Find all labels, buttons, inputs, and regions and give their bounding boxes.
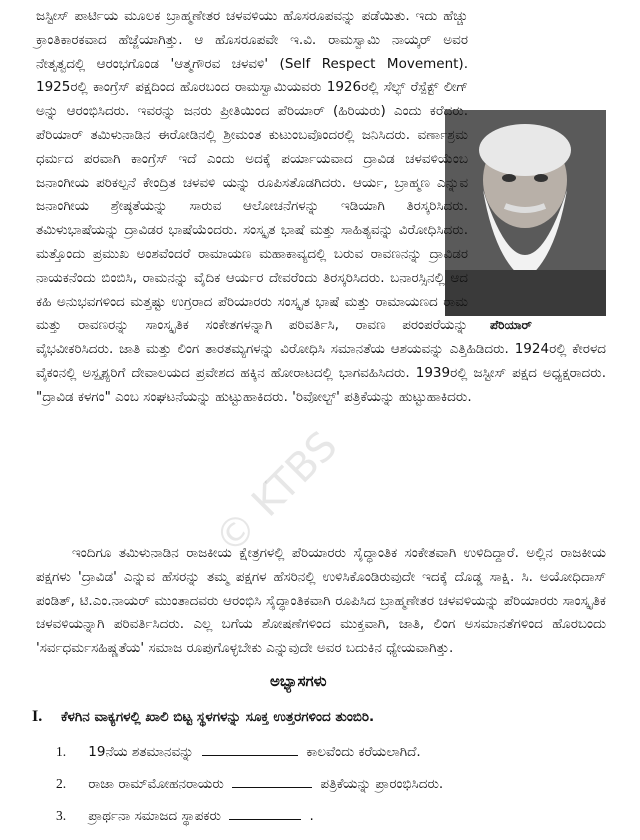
photo-wrap-spacer (478, 5, 606, 317)
fill-in-list (56, 740, 443, 836)
list-item (56, 804, 443, 836)
item-text-after: . (309, 808, 314, 824)
photo-caption: ಪೆರಿಯಾರ್ (490, 318, 532, 332)
item-number: 3. (56, 808, 67, 823)
item-text-before: 19ನೆಯ ಶತಮಾನವನ್ನು (88, 744, 194, 760)
item-number: 1. (56, 744, 67, 759)
answer-blank[interactable] (232, 787, 312, 788)
item-number: 2. (56, 776, 67, 791)
answer-blank[interactable] (202, 755, 298, 756)
question-text: ಕೆಳಗಿನ ವಾಕ್ಯಗಳಲ್ಲಿ ಖಾಲಿ ಬಿಟ್ಟ ಸ್ಥಳಗಳನ್ನು ಸೂಕ್ತ ಉತ್ತರಗಳಿಂದ ತುಂಬಿರಿ. (60, 709, 375, 725)
exercises-heading: ಅಭ್ಯಾಸಗಳು (270, 672, 327, 690)
paragraph-1-text: ಜಸ್ಟೀಸ್ ಪಾರ್ಟಿಯ ಮೂಲಕ ಬ್ರಾಹ್ಮಣೇತರ ಚಳವಳಿಯು ಹೊಸರೂಪವನ್ನು ಪಡೆಯಿತು. ಇದು ಹೆಚ್ಚು ಕ್ರಾಂತಿಕಾರಕವಾದ ಹೆಜ್ಜೆಯಾಗಿತ್ತು. ಆ ಹೊಸರೂಪವೇ ಇ.ವಿ. ರಾಮಸ್ವಾಮಿ ನಾಯ್ಕರ್ ಅವರ ನೇತೃತ್ವದಲ್ಲಿ ಆರಂಭಗೊಂಡ 'ಆತ್ಮಗೌರವ ಚಳವಳಿ' (Self Respect Movement). 1925ರಲ್ಲಿ ಕಾಂಗ್ರೆಸ್ ಪಕ್ಷದಿಂದ ಹೊರಬಂದ ರಾಮಸ್ವಾಮಿಯವರು 1926ರಲ್ಲಿ ಸೆಲ್ಫ್ ರೆಸ್ಪೆಕ್ಟ್ ಲೀಗ್ ಅನ್ನು ಆರಂಭಿಸಿದರು. ಇವರನ್ನು ಜನರು ಪ್ರೀತಿಯಿಂದ ಪೆರಿಯಾರ್ (ಹಿರಿಯರು) ಎಂದು ಕರೆದರು. ಪೆರಿಯಾರ್ ತಮಿಳುನಾಡಿನ ಈರೋಡಿನಲ್ಲಿ ಶ್ರೀಮಂತ ಕುಟುಂಬವೊಂದರಲ್ಲಿ ಜನಿಸಿದರು. ವರ್ಣಾಶ್ರಮ ಧರ್ಮದ ಪರವಾಗಿ ಕಾಂಗ್ರೆಸ್ ಇದೆ ಎಂದು ಅದಕ್ಕೆ ಪರ್ಯಾಯವಾದ ದ್ರಾವಿಡ ಚಳವಳಿಯೆಂಬ ಜನಾಂಗೀಯ ಪರಿಕಲ್ಪನೆ ಕೇಂದ್ರಿತ ಚಳವಳಿ ಯನ್ನು ರೂಪಿಸತೊಡಗಿದರು. ಆರ್ಯ, ಬ್ರಾಹ್ಮಣ ಎನ್ನುವ ಜನಾಂಗೀಯ ಶ್ರೇಷ್ಠತೆಯನ್ನು ಸಾರುವ ಆಲೋಚನೆಗಳನ್ನು ಇಡಿಯಾಗಿ ತಿರಸ್ಕರಿಸಿದರು. ತಮಿಳುಭಾಷೆಯನ್ನು ದ್ರಾವಿಡರ ಭಾಷೆಯೆಂದರು. ಸಂಸ್ಕೃತ ಭಾಷೆ ಮತ್ತು ಸಾಹಿತ್ಯವನ್ನು ವಿರೋಧಿಸಿದರು. ಮತ್ತೊಂದು ಪ್ರಮುಖ ಅಂಶವೆಂದರೆ ರಾಮಾಯಣ ಮಹಾಕಾವ್ಯದಲ್ಲಿ ಬರುವ ರಾವಣನನ್ನು ದ್ರಾವಿಡರ ನಾಯಕನೆಂದು ಬಿಂಬಿಸಿ, ರಾಮನನ್ನು ವೈದಿಕ ಆರ್ಯರ ದೇವರೆಂದು ತಿರಸ್ಕರಿಸಿದರು. ಬನಾರಸ್ಸಿನಲ್ಲಿ ಆದ ಕಹಿ ಅನುಭವಗಳಿಂದ ಮತ್ತಷ್ಟು ಉಗ್ರರಾದ ಪೆರಿಯಾರರು ಸಂಸ್ಕೃತ ಭಾಷೆ ಮತ್ತು ರಾಮಾಯಣದ ರಾಮ ಮತ್ತು ರಾವಣರನ್ನು ಸಾಂಸ್ಕೃತಿಕ ಸಂಕೇತಗಳನ್ನಾಗಿ ಪರಿವರ್ತಿಸಿ, ರಾವಣ ಪರಂಪರೆಯನ್ನು ವೈಭವೀಕರಿಸಿದರು. ಜಾತಿ ಮತ್ತು ಲಿಂಗ ತಾರತಮ್ಯಗಳನ್ನು ವಿರೋಧಿಸಿ ಸಮಾನತೆಯ ಆಶಯವನ್ನು ಎತ್ತಿಹಿಡಿದರು. 1924ರಲ್ಲಿ ಕೇರಳದ ವೈಕಂನಲ್ಲಿ ಅಸ್ಪೃಶ್ಯರಿಗೆ ದೇವಾಲಯದ ಪ್ರವೇಶದ ಹಕ್ಕಿನ ಹೋರಾಟದಲ್ಲಿ ಭಾಗವಹಿಸಿದರು. 1939ರಲ್ಲಿ ಜಸ್ಟೀಸ್ ಪಕ್ಷದ ಅಧ್ಯಕ್ಷರಾದರು. "ದ್ರಾವಿಡ ಕಳಗಂ" ಎಂಬ ಸಂಘಟನೆಯನ್ನು ಹುಟ್ಟುಹಾಕಿದರು. 'ರಿವೋಲ್ಟ್' ಪತ್ರಿಕೆಯನ್ನು ಹುಟ್ಟುಹಾಕಿದರು. (36, 8, 606, 405)
question-number: I. (32, 708, 43, 725)
item-text-after: ಪತ್ರಿಕೆಯನ್ನು ಪ್ರಾರಂಭಿಸಿದರು. (320, 776, 444, 792)
item-text-before: ರಾಜಾ ರಾಮ್‌ಮೋಹನರಾಯರು (88, 776, 224, 792)
list-item (56, 740, 443, 772)
item-text-before: ಪ್ರಾರ್ಥನಾ ಸಮಾಜದ ಸ್ಥಾಪಕರು (88, 808, 221, 824)
paragraph-1 (36, 5, 606, 410)
paragraph-2: ಇಂದಿಗೂ ತಮಿಳುನಾಡಿನ ರಾಜಕೀಯ ಕ್ಷೇತ್ರಗಳಲ್ಲಿ ಪೆರಿಯಾರರು ಸೈದ್ಧಾಂತಿಕ ಸಂಕೇತವಾಗಿ ಉಳಿದಿದ್ದಾರೆ. ಅಲ್ಲಿನ ರಾಜಕೀಯ ಪಕ್ಷಗಳು 'ದ್ರಾವಿಡ' ಎನ್ನುವ ಹೆಸರನ್ನು ತಮ್ಮ ಪಕ್ಷಗಳ ಹೆಸರಿನಲ್ಲಿ ಉಳಿಸಿಕೊಂಡಿರುವುದೇ ಇದಕ್ಕೆ ದೊಡ್ಡ ಸಾಕ್ಷಿ. ಸಿ. ಅಯೋಧಿದಾಸ್ ಪಂಡಿತ್, ಟಿ.ಎಂ.ನಾಯರ್ ಮುಂತಾದವರು ಆರಂಭಿಸಿ ಸೈದ್ಧಾಂತಿಕವಾಗಿ ರೂಪಿಸಿದ ಬ್ರಾಹ್ಮಣೇತರ ಚಳವಳಿಯನ್ನು ಪೆರಿಯಾರರು ಸಾಂಸ್ಕೃತಿಕ ಚಳವಳಿಯನ್ನಾಗಿ ಪರಿವರ್ತಿಸಿದರು. ಎಲ್ಲ ಬಗೆಯ ಶೋಷಣೆಗಳಿಂದ ಮುಕ್ತವಾಗಿ, ಜಾತಿ, ಲಿಂಗ ಅಸಮಾನತೆಗಳಿಂದ ಹೊರಬಂದು 'ಸರ್ವಧರ್ಮಸಹಿಷ್ಣತೆಯ' ಸಮಾಜ ರೂಪುಗೊಳ್ಳಬೇಕು ಎನ್ನುವುದೇ ಅವರ ಬದುಕಿನ ಧ್ಯೇಯವಾಗಿತ್ತು. (36, 545, 606, 657)
answer-blank[interactable] (229, 819, 301, 820)
question-1 (32, 708, 374, 726)
watermark: © KTBS (206, 422, 347, 564)
item-text-after: ಕಾಲವೆಂದು ಕರೆಯಲಾಗಿದೆ. (306, 744, 421, 760)
list-item (56, 772, 443, 804)
